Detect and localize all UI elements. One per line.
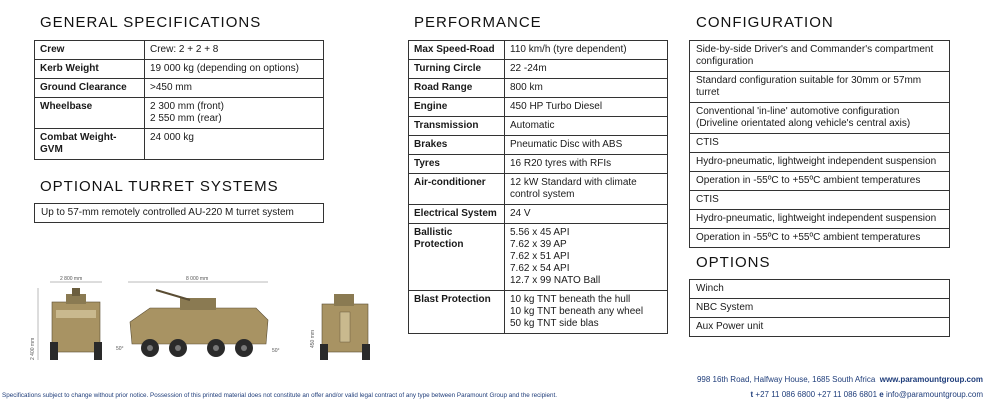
configuration-item: Conventional 'in-line' automotive configuration (Driveline orientated along vehicle's central axis)	[689, 103, 950, 134]
spec-value-line: 800 km	[510, 82, 543, 93]
turret-list	[34, 203, 324, 223]
spec-label: Blast Protection	[409, 291, 505, 334]
contact-line	[751, 390, 984, 399]
spec-value-line: 12.7 x 99 NATO Ball	[510, 275, 601, 286]
spec-value-line: Pneumatic Disc with ABS	[510, 139, 623, 150]
spec-value-line: 12 kW Standard with climate	[510, 177, 637, 188]
spec-value-line: 7.62 x 54 API	[510, 263, 570, 274]
spec-value-line: Crew: 2 + 2 + 8	[150, 44, 219, 55]
disclaimer: Specifications subject to change without prior notice. Possession of this printed material does not constitute an offer and/or valid legal contract of any type between Paramount Group and the recipient.	[2, 392, 558, 399]
phone-label: t	[750, 390, 754, 399]
spec-label: Turning Circle	[409, 60, 505, 79]
spec-value	[505, 136, 668, 155]
rear-angle-label: 50°	[272, 348, 280, 354]
configuration-item: Side-by-side Driver's and Commander's compartment configuration	[689, 40, 950, 72]
side-view-drawing	[116, 276, 280, 357]
general-specifications-title: GENERAL SPECIFICATIONS	[40, 14, 262, 31]
spec-label: Engine	[409, 98, 505, 117]
spec-row	[409, 136, 668, 155]
spec-label: Crew	[35, 41, 145, 60]
spec-value-line: 24 000 kg	[150, 132, 194, 143]
configuration-list	[689, 40, 950, 248]
spec-value	[505, 205, 668, 224]
spec-value-line: 24 V	[510, 208, 531, 219]
spec-row	[409, 41, 668, 60]
spec-value-line: 450 HP Turbo Diesel	[510, 101, 603, 112]
spec-row	[409, 155, 668, 174]
spec-label: Max Speed-Road	[409, 41, 505, 60]
spec-value	[145, 79, 324, 98]
spec-row	[35, 41, 324, 60]
spec-row	[35, 129, 324, 160]
options-list	[689, 279, 950, 337]
spec-row	[409, 205, 668, 224]
spec-value-line: 50 kg TNT side blas	[510, 318, 599, 329]
spec-label: Brakes	[409, 136, 505, 155]
option-item: NBC System	[689, 299, 950, 318]
spec-label: Tyres	[409, 155, 505, 174]
turret-item: Up to 57-mm remotely controlled AU-220 M turret system	[34, 203, 324, 223]
spec-value-line: 22 -24m	[510, 63, 547, 74]
spec-label: Transmission	[409, 117, 505, 136]
general-specifications-table	[34, 40, 324, 160]
spec-row	[409, 98, 668, 117]
address: 998 16th Road, Halfway House, 1685 South Africa	[696, 375, 876, 384]
website-link[interactable]: www.paramountgroup.com	[879, 375, 983, 384]
email-label: e	[879, 390, 884, 399]
spec-row	[35, 60, 324, 79]
spec-label: Road Range	[409, 79, 505, 98]
option-item: Winch	[689, 279, 950, 299]
configuration-item: Operation in -55ºC to +55ºC ambient temperatures	[689, 172, 950, 191]
spec-label: Ballistic Protection	[409, 224, 505, 291]
configuration-item: Standard configuration suitable for 30mm or 57mm turret	[689, 72, 950, 103]
spec-value	[505, 98, 668, 117]
spec-row	[35, 98, 324, 129]
front-view-drawing	[30, 276, 102, 360]
spec-value-line: 16 R20 tyres with RFIs	[510, 158, 612, 169]
optional-turret-title: OPTIONAL TURRET SYSTEMS	[40, 178, 279, 195]
spec-value-line: 10 kg TNT beneath any wheel	[510, 306, 644, 317]
spec-label: Air-conditioner	[409, 174, 505, 205]
spec-value-line: 5.56 x 45 API	[510, 227, 570, 238]
spec-row	[409, 60, 668, 79]
spec-value	[145, 60, 324, 79]
spec-value-line: 7.62 x 39 AP	[510, 239, 567, 250]
option-item: Aux Power unit	[689, 318, 950, 337]
configuration-item: CTIS	[689, 191, 950, 210]
vehicle-drawings	[20, 272, 380, 368]
spec-label: Electrical System	[409, 205, 505, 224]
side-length-label: 8 000 mm	[186, 276, 209, 282]
rear-ground-label: 450 mm	[310, 329, 316, 348]
spec-label: Wheelbase	[35, 98, 145, 129]
spec-label: Ground Clearance	[35, 79, 145, 98]
spec-value-line: 19 000 kg (depending on options)	[150, 63, 300, 74]
email-link[interactable]: info@paramountgroup.com	[885, 390, 983, 399]
phone: +27 11 086 6800	[755, 390, 816, 399]
spec-value	[505, 41, 668, 60]
spec-value	[505, 291, 668, 334]
spec-value-line: 110 km/h (tyre dependent)	[510, 44, 627, 55]
spec-value	[145, 98, 324, 129]
spec-value	[505, 60, 668, 79]
spec-value	[145, 129, 324, 160]
spec-value-line: 2 300 mm (front)	[150, 101, 224, 112]
fax: +27 11 086 6801	[817, 390, 878, 399]
spec-value	[505, 79, 668, 98]
spec-row	[409, 291, 668, 334]
spec-value-line: 7.62 x 51 API	[510, 251, 570, 262]
performance-title: PERFORMANCE	[414, 14, 542, 31]
spec-value-line: 2 550 mm (rear)	[150, 113, 222, 124]
spec-value-line: control system	[510, 189, 575, 200]
configuration-item: Hydro-pneumatic, lightweight independent suspension	[689, 153, 950, 172]
spec-row	[35, 79, 324, 98]
spec-label: Combat Weight-GVM	[35, 129, 145, 160]
rear-view-drawing	[310, 294, 370, 360]
spec-value	[145, 41, 324, 60]
configuration-item: Operation in -55ºC to +55ºC ambient temperatures	[689, 229, 950, 248]
spec-row	[409, 117, 668, 136]
front-angle-label: 50°	[116, 346, 124, 352]
spec-label: Kerb Weight	[35, 60, 145, 79]
performance-table	[408, 40, 668, 334]
configuration-item: Hydro-pneumatic, lightweight independent suspension	[689, 210, 950, 229]
configuration-title: CONFIGURATION	[696, 14, 834, 31]
spec-value	[505, 224, 668, 291]
spec-value	[505, 155, 668, 174]
front-height-label: 2 400 mm	[30, 337, 36, 360]
spec-row	[409, 174, 668, 205]
configuration-item: CTIS	[689, 134, 950, 153]
front-width-label: 2 800 mm	[60, 276, 83, 282]
spec-value	[505, 174, 668, 205]
spec-value	[505, 117, 668, 136]
options-title: OPTIONS	[696, 254, 771, 271]
spec-row	[409, 79, 668, 98]
spec-value-line: 10 kg TNT beneath the hull	[510, 294, 631, 305]
spec-value-line: >450 mm	[150, 82, 192, 93]
address-line	[697, 375, 983, 384]
spec-value-line: Automatic	[510, 120, 555, 131]
spec-row	[409, 224, 668, 291]
